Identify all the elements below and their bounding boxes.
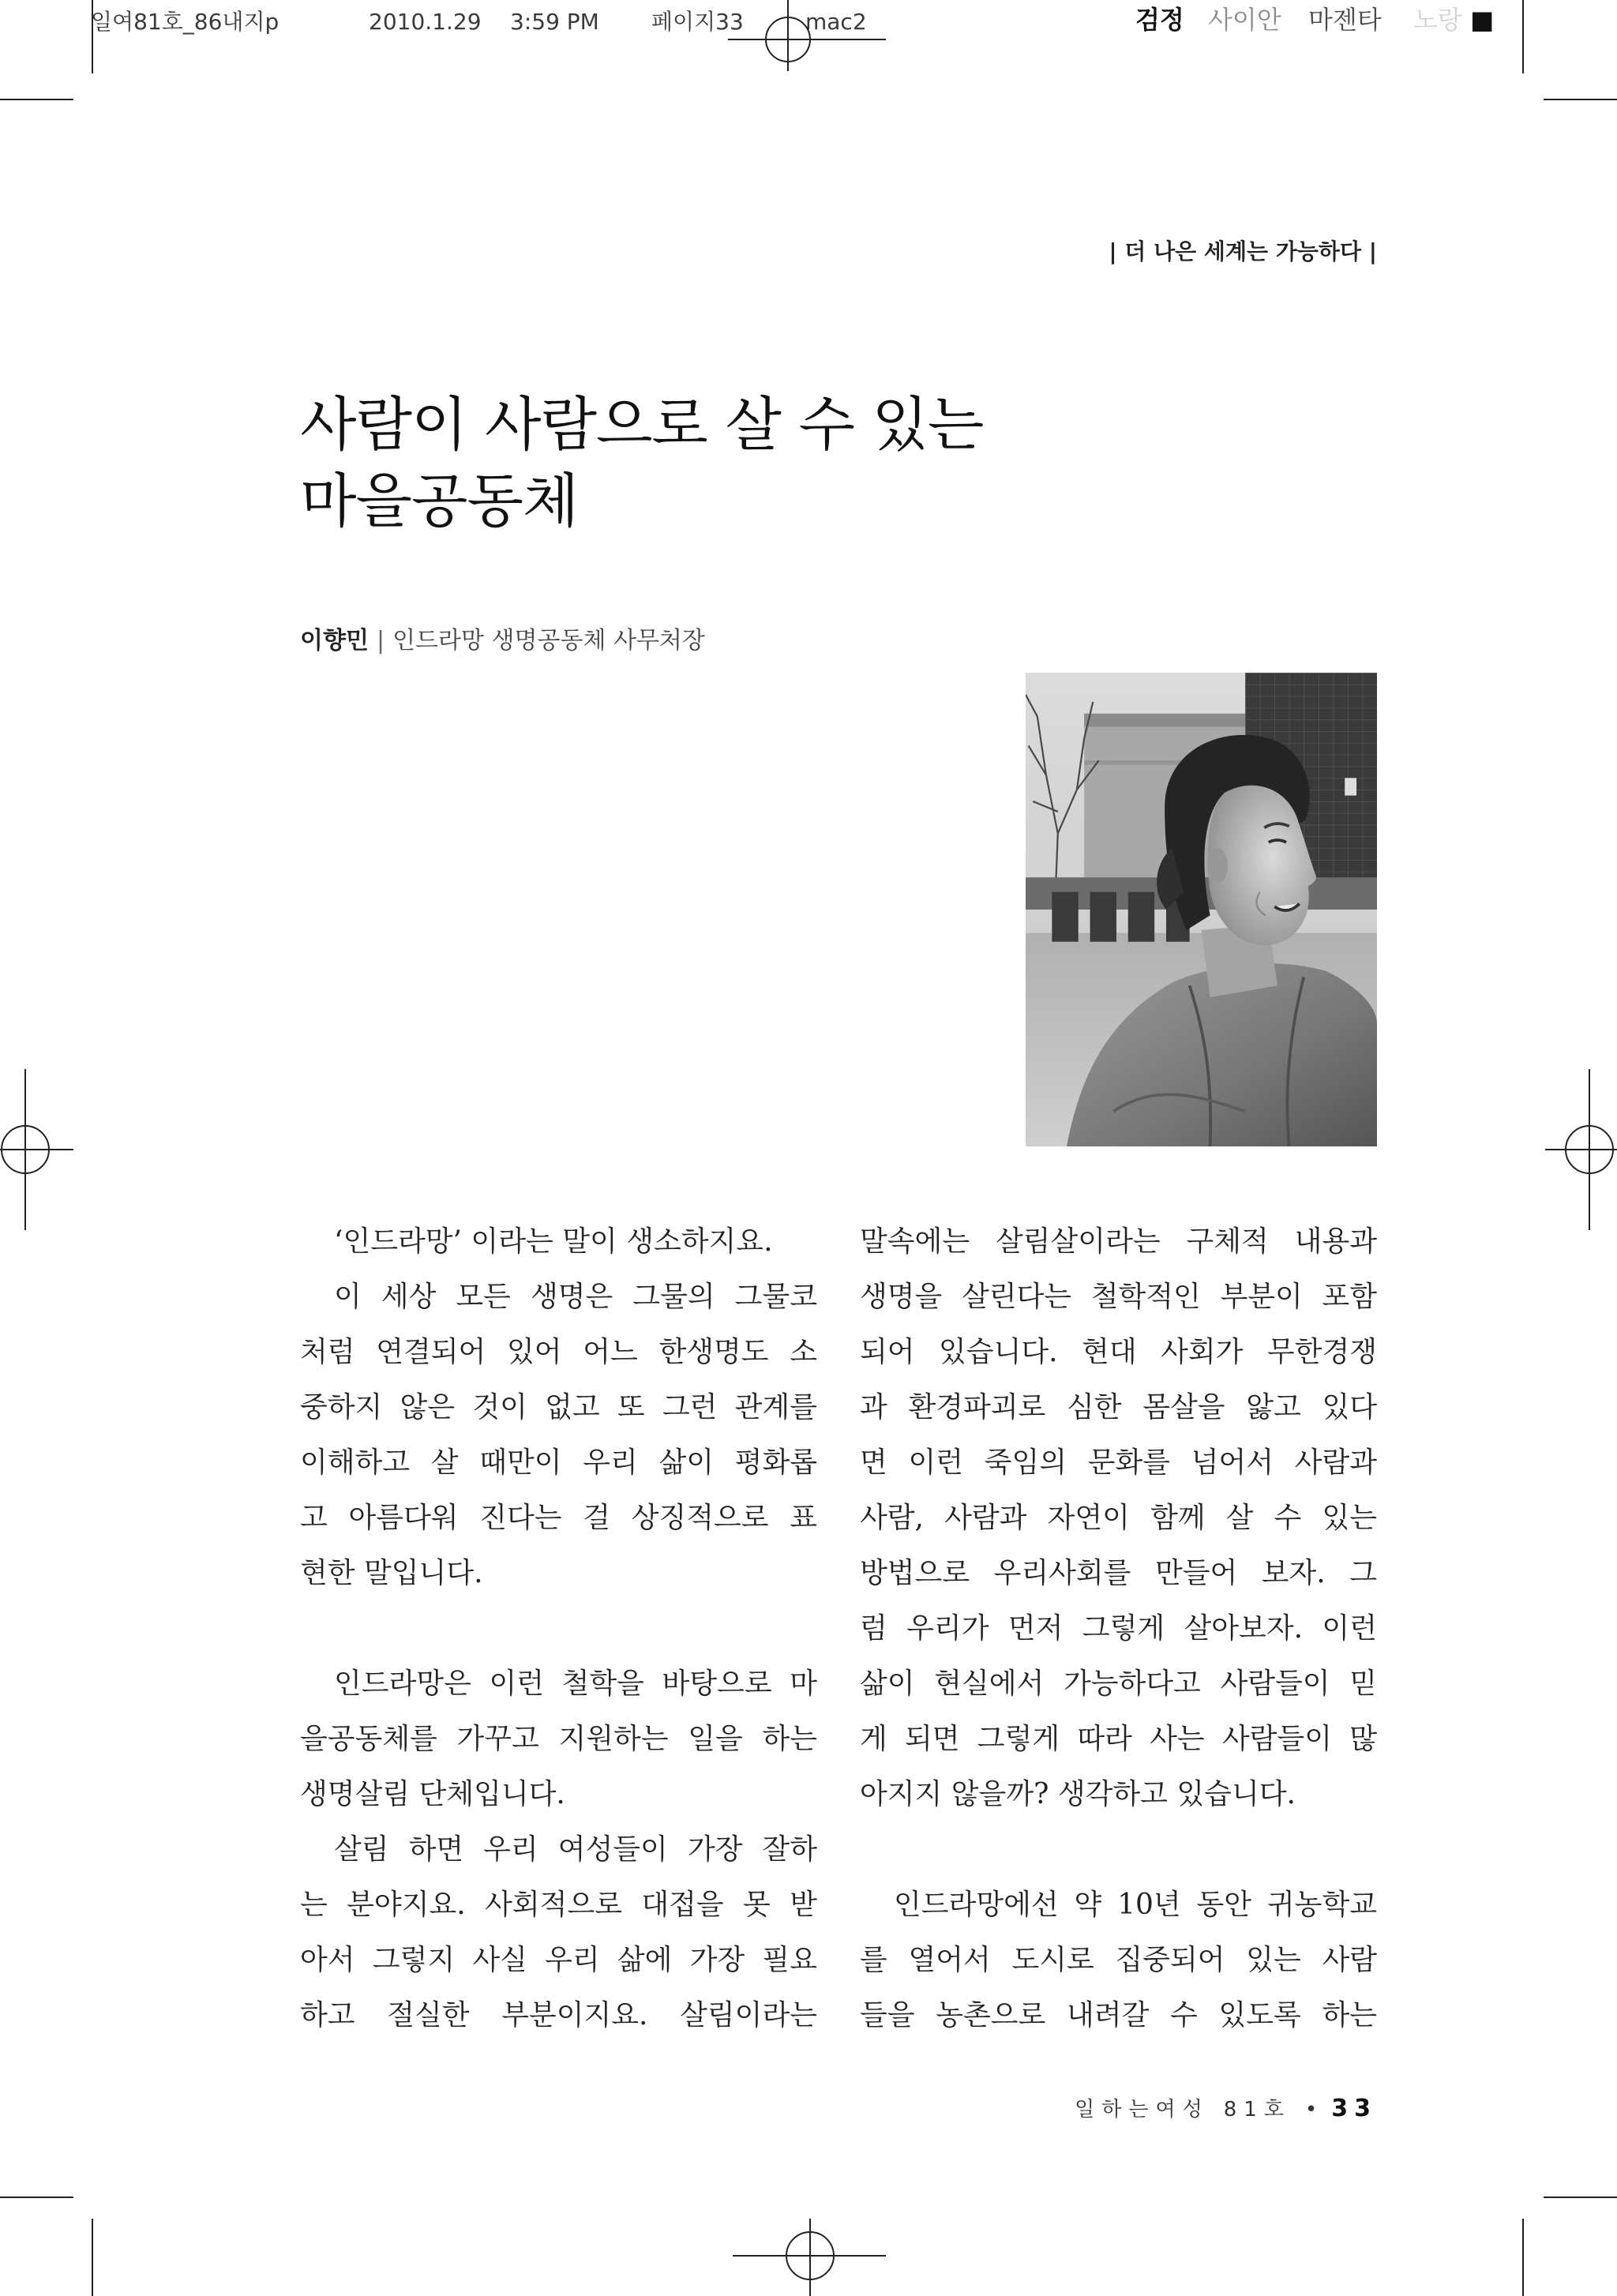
color-bar-magenta: 마젠타 bbox=[1308, 5, 1382, 35]
paragraph bbox=[300, 1270, 817, 1601]
registration-mark-bottom-icon bbox=[733, 2219, 886, 2296]
body-line: 사람, 사람과 자연이 함께 살 수 있는 bbox=[860, 1502, 1377, 1534]
body-line: 를 열어서 도시로 집중되어 있는 사람 bbox=[860, 1944, 1377, 1976]
body-line: 면 이런 죽임의 문화를 넘어서 사람과 bbox=[860, 1446, 1377, 1479]
registration-mark-left-icon bbox=[0, 1069, 73, 1230]
body-line: 이 세상 모든 생명은 그물의 그물코 bbox=[334, 1281, 817, 1313]
crop-mark-top-right bbox=[1523, 0, 1617, 99]
portrait-photo-icon bbox=[1026, 673, 1377, 1146]
byline-separator: | bbox=[376, 627, 385, 655]
body-line: 을공동체를 가꾸고 지원하는 일을 하는 bbox=[300, 1723, 817, 1755]
issue-number: 81호 bbox=[1223, 2098, 1291, 2122]
body-line: 인드라망에선 약 10년 동안 귀농학교 bbox=[894, 1889, 1377, 1921]
article-title bbox=[300, 387, 983, 540]
body-line: 생명을 살린다는 철학적인 부분이 포함 bbox=[860, 1281, 1377, 1313]
color-bar-yellow: 노랑 bbox=[1413, 5, 1462, 35]
color-bar-cyan: 사이안 bbox=[1208, 5, 1281, 35]
body-line: 현한 말입니다. bbox=[300, 1557, 483, 1589]
body-line: 게 되면 그렇게 따라 사는 사람들이 많 bbox=[860, 1723, 1377, 1755]
body-line: 중하지 않은 것이 없고 또 그런 관계를 bbox=[300, 1391, 817, 1424]
body-line: 아지지 않을까? 생각하고 있습니다. bbox=[860, 1778, 1296, 1810]
crop-mark-bottom-left bbox=[0, 2197, 92, 2296]
body-line: ‘인드라망’ 이라는 말이 생소하지요. bbox=[334, 1225, 773, 1258]
body-line: 생명살림 단체입니다. bbox=[300, 1778, 565, 1810]
crop-mark-bottom-right bbox=[1523, 2197, 1617, 2296]
slug-time: 3:59 PM bbox=[510, 9, 599, 35]
slug-date: 2010.1.29 bbox=[369, 9, 482, 35]
body-line: 삶이 현실에서 가능하다고 사람들이 믿 bbox=[860, 1668, 1377, 1700]
crop-mark-top-left bbox=[0, 0, 92, 99]
paragraph bbox=[300, 1656, 817, 1822]
paragraph-spacer bbox=[860, 1822, 1377, 1878]
registration-mark-right-icon bbox=[1545, 1069, 1617, 1230]
body-line: 하고 절실한 부분이지요. 살림이라는 bbox=[300, 1999, 817, 2032]
body-line: 되어 있습니다. 현대 사회가 무한경쟁 bbox=[860, 1336, 1377, 1368]
title-line: 마을공동체 bbox=[300, 467, 579, 535]
publication-name: 일하는여성 bbox=[1075, 2098, 1210, 2122]
body-line: 럼 우리가 먼저 그렇게 살아보자. 이런 bbox=[860, 1612, 1377, 1645]
slug-page: 페이지33 bbox=[651, 9, 744, 35]
body-line: 인드라망은 이런 철학을 바탕으로 마 bbox=[334, 1668, 817, 1700]
body-line: 말속에는 살림살이라는 구체적 내용과 bbox=[860, 1225, 1377, 1258]
paragraph bbox=[300, 1822, 817, 2043]
body-line: 들을 농촌으로 내려갈 수 있도록 하는 bbox=[860, 1999, 1377, 2032]
body-line: 는 분야지요. 사회적으로 대접을 못 받 bbox=[300, 1889, 817, 1921]
body-line: 과 환경파괴로 심한 몸살을 앓고 있다 bbox=[860, 1391, 1377, 1424]
author-name: 이향민 bbox=[300, 627, 369, 655]
paragraph bbox=[300, 1214, 817, 1270]
body-line: 아서 그렇지 사실 우리 삶에 가장 필요 bbox=[300, 1944, 817, 1976]
right-column bbox=[860, 1214, 1377, 2043]
body-line: 고 아름다워 진다는 걸 상징적으로 표 bbox=[300, 1502, 817, 1534]
footer-bullet: • bbox=[1304, 2098, 1318, 2122]
body-line: 방법으로 우리사회를 만들어 보자. 그 bbox=[860, 1557, 1377, 1589]
left-column bbox=[300, 1214, 817, 2043]
author-photo bbox=[1026, 673, 1377, 1146]
paragraph bbox=[860, 1878, 1377, 2043]
body-line: 처럼 연결되어 있어 어느 한생명도 소 bbox=[300, 1336, 817, 1368]
body-line: 이해하고 살 때만이 우리 삶이 평화롭 bbox=[300, 1446, 817, 1479]
section-header: | 더 나은 세계는 가능하다 | bbox=[1109, 238, 1377, 264]
paragraph-spacer bbox=[300, 1601, 817, 1656]
slug-machine: mac2 bbox=[805, 9, 867, 35]
body-line: 살림 하면 우리 여성들이 가장 잘하 bbox=[334, 1833, 817, 1866]
page-number: 33 bbox=[1331, 2095, 1377, 2122]
color-bar-square-icon: ■ bbox=[1470, 5, 1495, 35]
slug-file-name: 일여81호_86내지p bbox=[91, 9, 280, 35]
paragraph bbox=[860, 1214, 1377, 1822]
page-footer bbox=[1075, 2095, 1377, 2123]
author-role: 인드라망 생명공동체 사무처장 bbox=[392, 627, 705, 655]
title-line: 사람이 사람으로 살 수 있는 bbox=[300, 391, 984, 459]
color-bar-black: 검정 bbox=[1135, 5, 1184, 35]
byline bbox=[300, 626, 705, 656]
